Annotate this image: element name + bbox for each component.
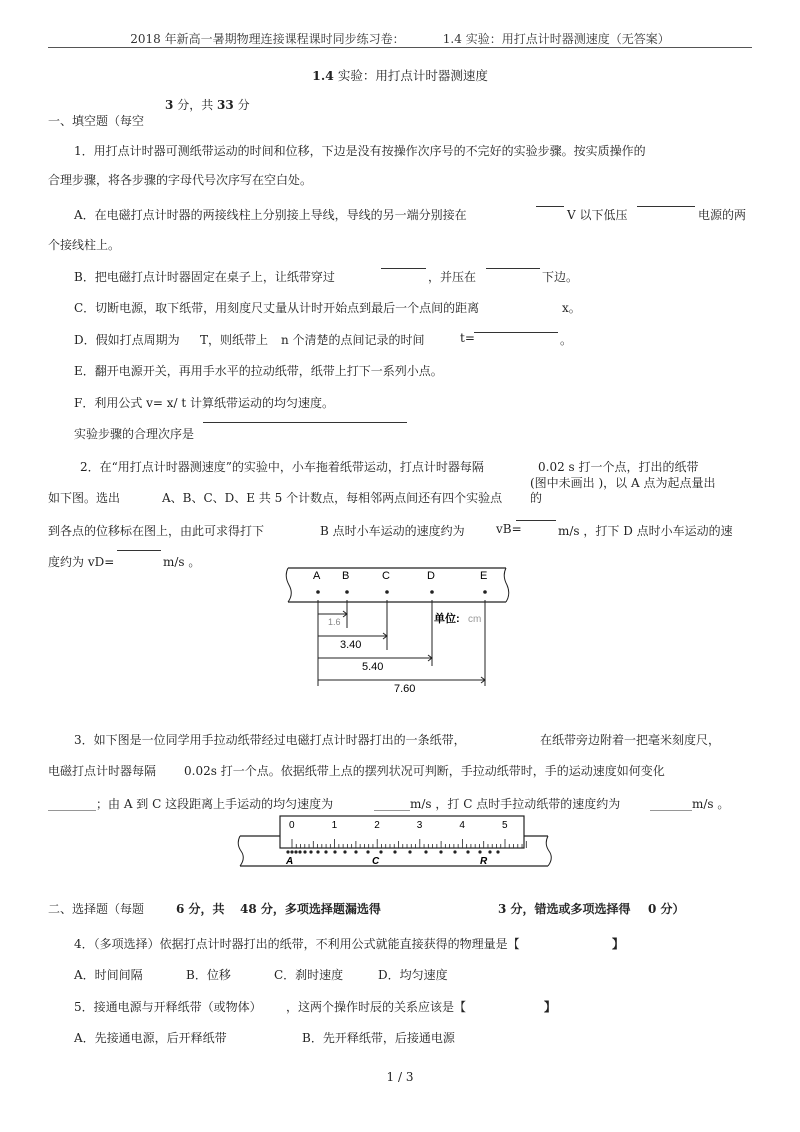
- section2-heading: 二、选择题（每题: [48, 902, 145, 916]
- score-unit: 分: [237, 98, 250, 112]
- q2-line3c: 的: [530, 491, 543, 505]
- tape-point-label: C: [382, 570, 390, 582]
- tape-point-label: E: [480, 570, 488, 582]
- q4-bracket-close: 】: [612, 937, 625, 951]
- tape2-dot: [316, 850, 319, 853]
- q2-line1: 2．在“用打点计时器测速度”的实验中，小车拖着纸带运动，打点计时器每隔: [80, 460, 484, 474]
- section2-score3: [498, 900, 631, 917]
- q4-stem: 4．（多项选择）依据打点计时器打出的纸带，不利用公式就能直接获得的物理量是【: [74, 937, 520, 951]
- q1-step-b-part2: ，并压在: [428, 270, 477, 284]
- tape2-dot: [324, 850, 327, 853]
- q2-line3b: A、B、C、D、E 共 5 个计数点，每相邻两点间还有四个实验点: [162, 491, 503, 505]
- q5-bracket-close: 】: [544, 1000, 557, 1014]
- q3-line3b: ______m/s ，打 C 点时手拉动纸带的速度约为: [374, 797, 621, 811]
- tape2-dot: [393, 850, 396, 853]
- unit-label: 单位:: [434, 613, 460, 625]
- q2-line5: 度约为 vD=: [48, 555, 115, 569]
- section2-score4-text: 0 分）: [648, 902, 685, 916]
- q2-line4d: m/s ，打下 D 点时小车运动的速: [558, 524, 733, 538]
- page-title: [0, 66, 800, 84]
- q1-step-d: D．假如打点周期为: [74, 333, 180, 347]
- q2-line3: 如下图。选出: [48, 491, 121, 505]
- page-header: [50, 30, 750, 47]
- tape2-dot: [366, 850, 369, 853]
- tape2-dot: [439, 850, 442, 853]
- header-left: 2018 年新高一暑期物理连接课程课时同步练习卷：: [130, 32, 405, 46]
- tape2-dot: [408, 850, 411, 853]
- q1-order-label: 实验步骤的合理次序是: [74, 427, 195, 441]
- tape2-point-label: C: [372, 856, 380, 867]
- ruler-number: 5: [502, 820, 508, 831]
- q1-step-f: F．利用公式 v= x/ t 计算纸带运动的均匀速度。: [74, 396, 335, 410]
- unit-value: cm: [468, 614, 482, 625]
- section2-score1-text: 6 分，共: [176, 902, 225, 916]
- q1-blank-pass-through[interactable]: [381, 256, 426, 269]
- tape2-dot: [298, 850, 301, 853]
- tape-dot: [345, 590, 349, 594]
- distance-label-ad: 5.40: [362, 661, 384, 673]
- tape-dot: [430, 590, 434, 594]
- tape-dot: [316, 590, 320, 594]
- q2-line4c: vB=: [496, 522, 522, 536]
- q1-step-b: B．把电磁打点计时器固定在桌子上，让纸带穿过: [74, 270, 335, 284]
- q5-stem: 5．接通电源与开释纸带（或物体）: [74, 1000, 262, 1014]
- tape2-dot: [343, 850, 346, 853]
- q1-step-e: E．翻开电源开关，再用手水平的拉动纸带，纸带上打下一系列小点。: [74, 364, 443, 378]
- section1-heading: 一、填空题（每空: [48, 114, 145, 128]
- q3-line1: 3．如下图是一位同学用手拉动纸带经过电磁打点计时器打出的一条纸带，: [74, 733, 466, 747]
- tape-dot: [483, 590, 487, 594]
- q1-step-d-part5: 。: [560, 333, 573, 347]
- title-text: 实验：用打点计时器测速度: [337, 68, 488, 83]
- section2-score1: [176, 900, 225, 917]
- q1-step-a-part4: 个接线柱上。: [48, 238, 121, 252]
- page-number: 1 / 3: [386, 1070, 414, 1084]
- ruler-body: [280, 816, 524, 848]
- q2-line2: (图中未画出 )，以 A 点为起点量出: [530, 476, 716, 490]
- q1-step-d-part2: T，则纸带上: [200, 333, 269, 347]
- tape2-point-label: R: [480, 856, 488, 867]
- q3-line1b: 在纸带旁边附着一把毫米刻度尺，: [540, 733, 721, 747]
- tape-point-label: D: [427, 570, 435, 582]
- q4-option-c[interactable]: C．刹时速度: [274, 968, 344, 982]
- tape-edges: [288, 568, 506, 602]
- distance-label-ab: 1.6: [328, 617, 341, 627]
- ruler-number: 3: [416, 820, 423, 831]
- q1-step-a: A．在电磁打点计时器的两接线柱上分别接上导线，导线的另一端分别接在: [74, 208, 467, 222]
- ruler-number: 4: [459, 820, 465, 831]
- q5-option-a[interactable]: A．先接通电源，后开释纸带: [74, 1031, 227, 1045]
- q3-line2b: 0.02s 打一个点。依据纸带上点的摆列状况可判断，手拉动纸带时，手的运动速度如何变化: [184, 764, 665, 778]
- tape2-dot: [379, 850, 382, 853]
- q2-blank-vD[interactable]: [117, 538, 161, 551]
- q2-line4: 到各点的位移标在图上，由此可求得打下: [48, 524, 265, 538]
- ruler-figure: [236, 814, 552, 872]
- q1-blank-press-under[interactable]: [486, 256, 540, 269]
- q2-blank-vB[interactable]: [516, 508, 556, 521]
- score-total: 33: [217, 98, 234, 112]
- tape2-dot: [294, 850, 297, 853]
- q2-line1b: 0.02 s 打一个点，打出的纸带: [538, 460, 699, 474]
- tape2-dot: [466, 850, 469, 853]
- tape2-point-label: A: [286, 856, 294, 867]
- tape2-dot: [290, 850, 293, 853]
- section2-score2-text: 48 分，多项选择题漏选得: [240, 902, 381, 916]
- tape-figure: [284, 562, 510, 694]
- q4-option-a[interactable]: A．时间间隔: [74, 968, 143, 982]
- score-text: 分，共: [177, 98, 214, 112]
- q3-line2: 电磁打点计时器每隔: [48, 764, 157, 778]
- q4-option-d[interactable]: D．均匀速度: [378, 968, 448, 982]
- ruler-number: 0: [289, 820, 295, 831]
- q1-step-a-part3: 电源的两: [698, 208, 747, 222]
- q3-line3: ________；由 A 到 C 这段距离上手运动的均匀速度为: [48, 797, 334, 811]
- ruler-number: 1: [331, 820, 338, 831]
- distance-label-ac: 3.40: [340, 639, 362, 651]
- tape2-dot: [453, 850, 456, 853]
- tape2-dot: [354, 850, 357, 853]
- q1-intro-2: 合理步骤，将各步骤的字母代号次序写在空白处。: [48, 173, 313, 187]
- section2-score3-text: 3 分，错选或多项选择得: [498, 902, 631, 916]
- distance-label-ae: 7.60: [394, 683, 416, 694]
- tape2-dot: [496, 850, 499, 853]
- q1-blank-voltage[interactable]: [536, 194, 564, 207]
- ruler-number: 2: [374, 820, 380, 831]
- q2-line5b: m/s 。: [163, 555, 201, 569]
- q1-step-b-part3: 下边。: [542, 270, 579, 284]
- section2-score2: [240, 900, 381, 917]
- tape2-dot: [478, 850, 481, 853]
- tape-point-label: A: [313, 570, 321, 582]
- section2-score4: [648, 900, 685, 917]
- q1-step-c: C．切断电源，取下纸带，用刻度尺丈量从计时开始点到最后一个点间的距离: [74, 301, 480, 315]
- q1-step-d-part3: n 个清楚的点间记录的时间: [281, 333, 425, 347]
- tape2-dot: [488, 850, 491, 853]
- q1-blank-time[interactable]: [474, 320, 558, 333]
- q1-step-d-part4: t=: [460, 331, 475, 345]
- q1-intro-1: 1．用打点计时器可测纸带运动的时间和位移，下边是没有按操作次序号的不完好的实验步骤。按实质操作的: [74, 144, 646, 158]
- tape2-dot: [424, 850, 427, 853]
- q1-blank-order[interactable]: [203, 410, 407, 423]
- q2-line4b: B 点时小车运动的速度约为: [320, 524, 465, 538]
- q4-option-b[interactable]: B．位移: [186, 968, 231, 982]
- score-per-blank: 3: [165, 98, 174, 112]
- tape2-dot: [286, 850, 289, 853]
- tape2-dot: [333, 850, 336, 853]
- title-number: 1.4: [312, 68, 334, 83]
- q1-step-c-part2: x。: [562, 301, 581, 315]
- header-right: 1.4 实验：用打点计时器测速度（无答案）: [442, 32, 670, 46]
- tape2-dot: [309, 850, 312, 853]
- q1-step-a-part2: V 以下低压: [567, 208, 628, 222]
- q5-stem-part2: ，这两个操作时辰的关系应该是【: [286, 1000, 467, 1014]
- q5-option-b[interactable]: B．先开释纸带，后接通电源: [302, 1031, 455, 1045]
- tape2-dot: [303, 850, 306, 853]
- q3-line3c: _______m/s 。: [650, 797, 730, 811]
- tape-dot: [385, 590, 389, 594]
- section1-score: [165, 96, 250, 113]
- header-divider: [48, 47, 752, 48]
- tape-point-label: B: [342, 570, 350, 582]
- q1-blank-power-type[interactable]: [637, 194, 695, 207]
